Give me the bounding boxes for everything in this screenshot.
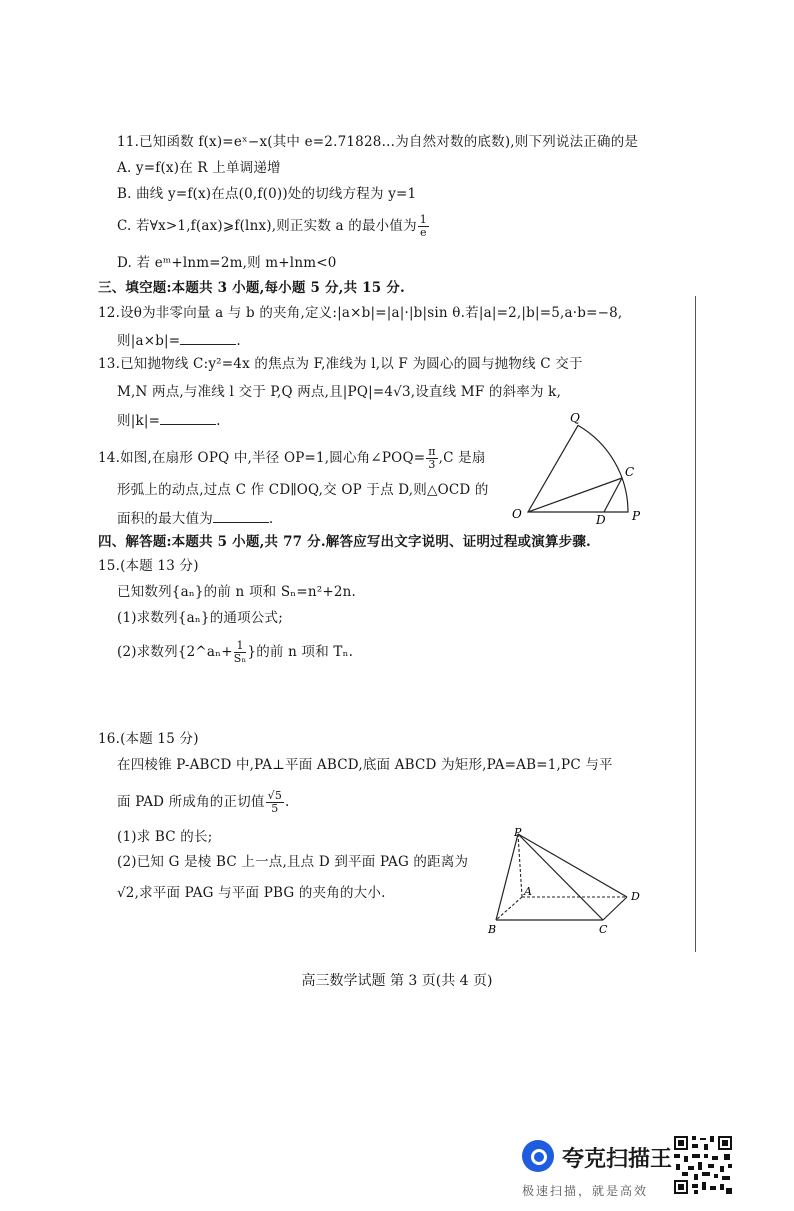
label-c: C: [599, 923, 608, 936]
margin-rule: [695, 296, 696, 952]
label-o: O: [512, 507, 522, 521]
sector-outline: [528, 425, 628, 512]
q13-line3: 则|k|= .: [117, 410, 221, 430]
q12-answer-prefix: 则|a×b|=: [117, 333, 181, 349]
q11-option-c: [117, 214, 430, 239]
q16-line2-text: 面 PAD 所成角的正切值: [117, 794, 265, 810]
label-p: P: [632, 509, 641, 523]
q16-pyramid-figure: [486, 824, 646, 942]
q11-c-numerator: 1: [419, 213, 427, 226]
q16-part1: (1)求 BC 的长;: [117, 829, 213, 845]
q15-header: 15.(本题 13 分): [98, 558, 199, 574]
q16-line1: 在四棱锥 P-ABCD 中,PA⊥平面 ABCD,底面 ABCD 为矩形,PA=AB=1,PC 与平: [117, 757, 613, 773]
q11-c-denominator: e: [420, 226, 427, 239]
edge-pd: [518, 834, 627, 897]
q14-line1: [98, 446, 486, 471]
q11-option-b: B. 曲线 y=f(x)在点(0,f(0))处的切线方程为 y=1: [117, 186, 417, 202]
q11-option-c-text: C. 若∀x>1,f(ax)⩾f(lnx),则正实数 a 的最小值为: [117, 218, 417, 234]
q11-option-a: A. y=f(x)在 R 上单调递增: [117, 160, 281, 176]
q14-line1-text: 14.如图,在扇形 OPQ 中,半径 OP=1,圆心角∠POQ=: [98, 450, 426, 466]
section4-heading: 四、解答题:本题共 5 小题,共 77 分.解答应写出文字说明、证明过程或演算步骤.: [98, 534, 591, 550]
brand-name: 夸克扫描王: [562, 1147, 673, 1172]
edge-pc: [518, 834, 603, 920]
q14-angle-denominator: 3: [428, 458, 436, 471]
q12-line2: 则|a×b|= .: [117, 330, 241, 350]
qr-code-icon: [672, 1134, 734, 1196]
q16-fraction-numerator: √5: [267, 789, 283, 802]
q14-angle-fraction: [426, 446, 437, 471]
q13-line1: 13.已知抛物线 C:y²=4x 的焦点为 F,准线为 l,以 F 为圆心的圆与抛物线 C 交于: [98, 356, 583, 372]
q16-fraction-denominator: 5: [271, 802, 279, 815]
q15-part2: [117, 640, 353, 665]
q11-option-c-fraction: [418, 214, 429, 239]
edge-cd: [603, 897, 627, 920]
q14-sector-figure: [508, 388, 658, 528]
label-a: A: [524, 885, 532, 898]
q15-fraction-denominator: Sₙ: [233, 652, 247, 665]
q13-answer-blank: [160, 410, 216, 425]
edge-pa-hidden: [518, 834, 522, 897]
q12-line1: 12.设θ为非零向量 a 与 b 的夹角,定义:|a×b|=|a|·|b|sin θ.若|a|=2,|b|=5,a·b=−8,: [98, 305, 623, 321]
brand-slogan: 极速扫描，就是高效: [522, 1184, 649, 1198]
q11-option-d: D. 若 eᵐ+lnm=2m,则 m+lnm<0: [117, 255, 337, 271]
q15-part2-tail: }的前 n 项和 Tₙ.: [247, 644, 354, 660]
label-q: Q: [570, 411, 580, 425]
q16-part2-line2: √2,求平面 PAG 与平面 PBG 的夹角的大小.: [117, 885, 386, 901]
section3-heading: 三、填空题:本题共 3 小题,每小题 5 分,共 15 分.: [98, 280, 405, 296]
segment-oc: [528, 478, 622, 512]
label-p: P: [514, 826, 522, 839]
q15-fraction-numerator: 1: [234, 640, 247, 653]
q13-answer-prefix: 则|k|=: [117, 413, 161, 429]
q16-tangent-fraction: [266, 790, 284, 815]
page-footer: 高三数学试题 第 3 页(共 4 页): [301, 973, 493, 989]
q15-part2-fraction: [234, 640, 247, 665]
q11-stem: 11.已知函数 f(x)=eˣ−x(其中 e=2.71828…为自然对数的底数),则下列说法正确的是: [117, 134, 639, 150]
q16-header: 16.(本题 15 分): [98, 731, 199, 747]
q16-line2: [117, 790, 290, 815]
label-b: B: [488, 923, 497, 936]
q16-part2-line1: (2)已知 G 是棱 BC 上一点,且点 D 到平面 PAG 的距离为: [117, 854, 469, 870]
q13-line2: M,N 两点,与准线 l 交于 P,Q 两点,且|PQ|=4√3,设直线 MF 的斜率为 k,: [117, 384, 562, 400]
quark-logo-icon: [522, 1140, 554, 1172]
label-c: C: [625, 465, 635, 479]
q14-answer-prefix: 面积的最大值为: [117, 511, 213, 527]
label-d: D: [631, 890, 640, 903]
q14-line2: 形弧上的动点,过点 C 作 CD∥OQ,交 OP 于点 D,则△OCD 的: [117, 482, 489, 498]
q14-answer-blank: [213, 508, 269, 523]
q15-part2-text: (2)求数列{2^aₙ+: [117, 644, 233, 660]
q14-line3: 面积的最大值为 .: [117, 508, 273, 528]
edge-pb: [496, 834, 518, 920]
q14-line1-tail: ,C 是扇: [438, 450, 486, 466]
q15-part1: (1)求数列{aₙ}的通项公式;: [117, 610, 283, 626]
q15-line1: 已知数列{aₙ}的前 n 项和 Sₙ=n²+2n.: [117, 584, 357, 600]
edge-ab-hidden: [496, 897, 522, 920]
label-d: D: [596, 513, 606, 527]
q16-line2-tail: .: [285, 794, 290, 810]
q12-answer-blank: [180, 330, 236, 345]
q14-angle-numerator: π: [428, 445, 436, 458]
